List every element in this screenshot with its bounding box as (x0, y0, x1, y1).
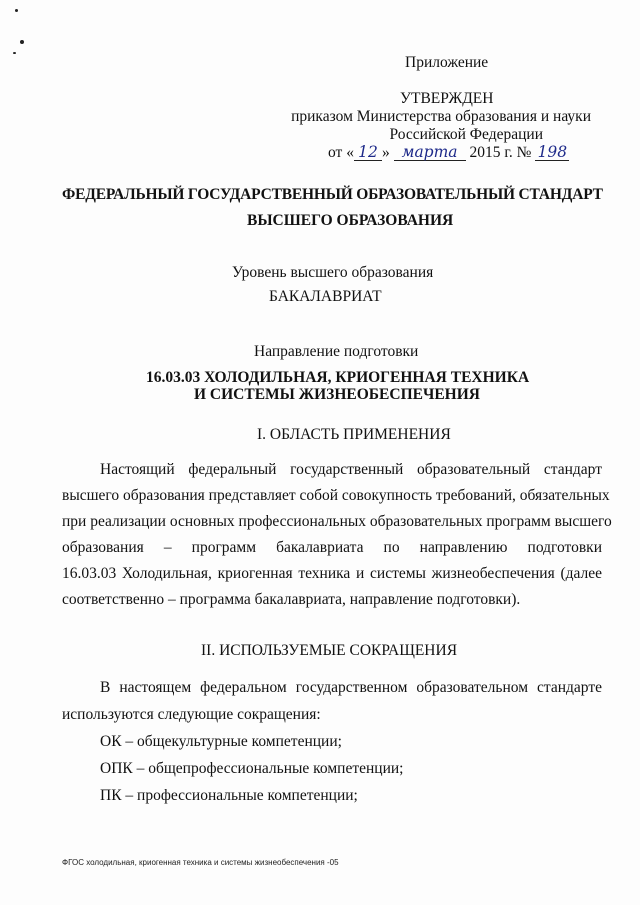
abbreviation-item: ПК – профессиональные компетенции; (100, 787, 358, 804)
section-1-paragraph-line: высшего образования представляет собой совокупность требований, обязательных (62, 487, 610, 504)
date-year: 2015 г. № (469, 144, 532, 161)
section-1-heading: I. ОБЛАСТЬ ПРИМЕНЕНИЯ (257, 426, 451, 443)
level-label: Уровень высшего образования (232, 264, 434, 281)
section-1-paragraph-line: 16.03.03 Холодильная, криогенная техника и системы жизнеобеспечения (далее (62, 565, 602, 582)
scan-speck (15, 9, 18, 12)
section-1-paragraph-line: при реализации основных профессиональных образовательных программ высшего (62, 513, 612, 530)
section-2-intro-line: В настоящем федеральном государственном образовательном стандарте (100, 679, 602, 696)
order-line-1: приказом Министерства образования и науки (291, 108, 591, 125)
attachment-label: Приложение (405, 54, 489, 71)
order-line-2: Российской Федерации (389, 126, 543, 143)
date-prefix: от « (328, 144, 354, 161)
date-month: марта (394, 144, 466, 161)
scan-speck (13, 52, 16, 54)
standard-title-line-2: ВЫСШЕГО ОБРАЗОВАНИЯ (247, 212, 454, 229)
section-1-paragraph-line: образования – программ бакалавриата по направлению подготовки (62, 539, 602, 556)
direction-line-1: 16.03.03 ХОЛОДИЛЬНАЯ, КРИОГЕННАЯ ТЕХНИКА (146, 369, 530, 386)
section-2-heading: II. ИСПОЛЬЗУЕМЫЕ СОКРАЩЕНИЯ (201, 642, 458, 659)
date-day: 12 (354, 144, 382, 161)
standard-title-line-1: ФЕДЕРАЛЬНЫЙ ГОСУДАРСТВЕННЫЙ ОБРАЗОВАТЕЛЬНЫЙ СТАНДАРТ (62, 186, 603, 203)
scan-speck (20, 40, 24, 44)
abbreviation-item: ОК – общекультурные компетенции; (100, 733, 342, 750)
section-2-intro-line: используются следующие сокращения: (62, 706, 321, 723)
order-number: 198 (535, 144, 569, 161)
direction-line-2: И СИСТЕМЫ ЖИЗНЕОБЕСПЕЧЕНИЯ (194, 386, 480, 403)
page-footer: ФГОС холодильная, криогенная техника и системы жизнеобеспечения -05 (62, 858, 339, 867)
order-date-line (328, 144, 569, 162)
section-1-paragraph-line: Настоящий федеральный государственный образовательный стандарт (100, 461, 602, 478)
abbreviation-item: ОПК – общепрофессиональные компетенции; (100, 760, 404, 777)
approved-label: УТВЕРЖДЕН (400, 90, 494, 107)
date-sep: » (381, 144, 390, 161)
direction-label: Направление подготовки (254, 343, 419, 360)
level-value: БАКАЛАВРИАТ (269, 288, 382, 305)
section-1-paragraph-line: соответственно – программа бакалавриата, направление подготовки). (62, 591, 521, 608)
